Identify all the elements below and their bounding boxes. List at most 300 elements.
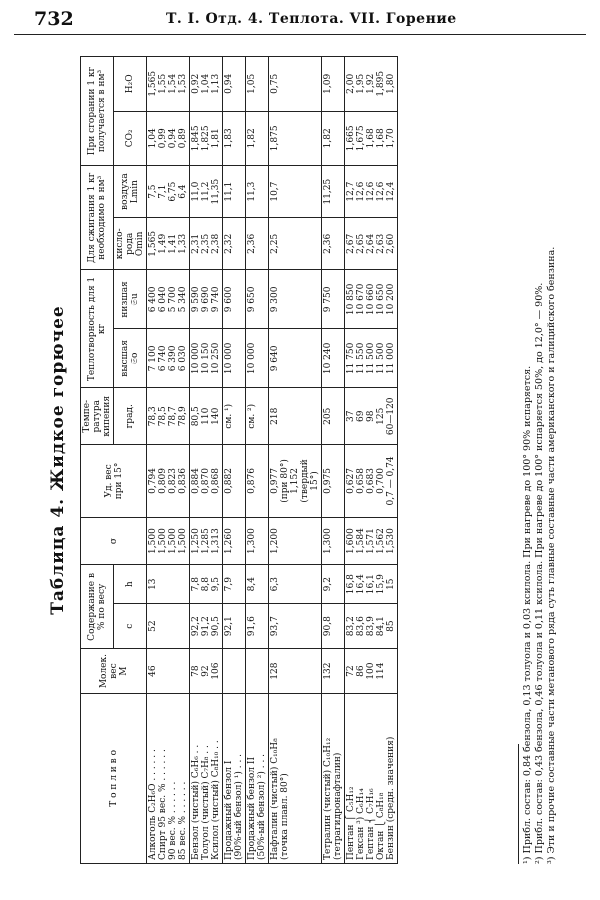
cell-line: 6 040 — [158, 286, 168, 313]
col-mol-header: Молек. вес M — [81, 649, 147, 693]
cell-line: 11,3 — [247, 181, 257, 202]
cell-line: 1,571 — [366, 528, 376, 554]
cell-density — [345, 445, 398, 518]
cell-omin — [322, 218, 345, 270]
cell-line: 1,82 — [323, 128, 333, 149]
footnote-rule — [518, 744, 519, 864]
cell-line: 2,63 — [376, 233, 386, 254]
cell-line: 110 — [201, 407, 211, 425]
cell-line: 11 550 — [356, 342, 366, 375]
cell-line: 1,49 — [158, 233, 168, 254]
cell-line: 10 850 — [346, 283, 356, 316]
cell-line: 12,6 — [366, 181, 376, 202]
cell-h2o — [345, 57, 398, 112]
cell-line: Тетралин (чистый) C₁₀H₁₂ — [323, 737, 333, 860]
cell-line: 2,38 — [211, 233, 221, 254]
cell-line: 2,65 — [356, 233, 366, 254]
cell-density — [190, 445, 223, 518]
cell-line: 15°) — [310, 471, 320, 491]
cell-line: 1,33 — [178, 233, 188, 254]
cell-low — [190, 270, 223, 329]
cell-line: 1,83 — [224, 128, 234, 149]
cell-line: 140 — [211, 407, 221, 425]
cell-co2 — [345, 111, 398, 165]
cell-line: 2,36 — [247, 233, 257, 254]
cell-low — [147, 270, 190, 329]
cell-c — [246, 603, 269, 648]
cell-line: 9 650 — [247, 286, 257, 313]
cell-line: 6 740 — [158, 345, 168, 372]
cell-line: 1,562 — [376, 528, 386, 554]
cell-line: 8,4 — [247, 577, 257, 592]
cell-boil — [147, 388, 190, 445]
table-row — [147, 57, 190, 864]
cell-line: 7,9 — [224, 577, 234, 592]
cell-line: 1,675 — [356, 125, 366, 152]
cell-line: 78,5 — [158, 406, 168, 427]
cell-line: 85 вес. % . . . . . . — [178, 781, 188, 860]
cell-lmin — [190, 166, 223, 218]
cell-lmin — [269, 166, 322, 218]
col-oxygen-header: кисло-рода Omin — [114, 218, 147, 270]
cell-line: 1,300 — [323, 528, 333, 554]
cell-line: 37 — [346, 410, 356, 422]
cell-mol — [246, 649, 269, 693]
cell-line: 11,25 — [323, 178, 333, 205]
cell-lmin — [246, 166, 269, 218]
cell-line: 1,875 — [270, 125, 280, 152]
cell-line: 10 000 — [191, 342, 201, 375]
cell-fuel — [147, 693, 190, 863]
cell-line: 1,81 — [211, 128, 221, 149]
cell-co2 — [246, 111, 269, 165]
cell-high — [345, 329, 398, 388]
cell-line: Алкоголь C₂H₆O . . . . . . — [148, 749, 158, 860]
cell-line: 1,92 — [366, 73, 376, 94]
cell-line: 78,7 — [168, 406, 178, 427]
cell-line: 90,5 — [211, 616, 221, 637]
cell-line: 2,67 — [346, 233, 356, 254]
cell-line: Гептан ⎨ C₇H₁₆ — [366, 788, 376, 860]
cell-line: 1,665 — [346, 125, 356, 152]
cell-line: 0,99 — [158, 128, 168, 149]
cell-high — [269, 329, 322, 388]
cell-lmin — [322, 166, 345, 218]
cell-line: 1,313 — [211, 528, 221, 554]
cell-line: 1,260 — [224, 528, 234, 554]
col-products-header: При сгорании 1 кг получается в нм³ — [81, 57, 114, 166]
cell-co2 — [223, 111, 246, 165]
cell-line: 1,54 — [168, 73, 178, 94]
cell-line: 11,35 — [211, 178, 221, 205]
cell-mol — [190, 649, 223, 693]
cell-density — [223, 445, 246, 518]
cell-boil — [345, 388, 398, 445]
cell-line: 1,600 — [346, 528, 356, 554]
cell-line: 9 750 — [323, 286, 333, 313]
cell-line: 9,5 — [211, 577, 221, 592]
cell-h — [190, 565, 223, 604]
cell-line: Октан ⎩ C₈H₁₈ — [376, 792, 386, 860]
cell-line: 83,6 — [356, 616, 366, 637]
col-h2o-header: H₂O — [114, 57, 147, 112]
cell-line: 6,75 — [168, 181, 178, 202]
cell-line: 0,882 — [224, 468, 234, 494]
cell-line: 10 250 — [211, 342, 221, 375]
cell-line: 2,32 — [224, 233, 234, 254]
cell-line: 1,825 — [201, 125, 211, 152]
cell-sigma — [345, 517, 398, 565]
cell-line: 0,870 — [201, 468, 211, 494]
cell-line: 0,94 — [168, 128, 178, 149]
cell-line: 0,92 — [191, 73, 201, 94]
cell-line: 1,68 — [366, 128, 376, 149]
cell-h2o — [190, 57, 223, 112]
cell-line: 1,95 — [356, 73, 366, 94]
cell-line: Ксилол (чистый) C₈H₁₀ . . — [211, 740, 221, 860]
cell-h — [269, 565, 322, 604]
cell-line: 205 — [323, 407, 333, 425]
cell-line: 10 000 — [247, 342, 257, 375]
cell-line: 7,5 — [148, 184, 158, 199]
cell-line: 2,64 — [366, 233, 376, 254]
col-h-header: h — [114, 565, 147, 604]
cell-sigma — [246, 517, 269, 565]
cell-line: Спирт 95 вес. % . . . . . . — [158, 749, 168, 860]
running-title: Т. I. Отд. 4. Теплота. VII. Горение — [166, 11, 457, 27]
cell-line: 8,8 — [201, 577, 211, 592]
cell-line: 7 100 — [148, 345, 158, 372]
cell-omin — [190, 218, 223, 270]
rotated-table-block — [48, 50, 578, 870]
col-content-header: Содержание в % по весу — [81, 565, 114, 649]
cell-high — [322, 329, 345, 388]
cell-line: 52 — [148, 620, 158, 632]
cell-line: 11 750 — [346, 342, 356, 375]
cell-line: 1,41 — [168, 233, 178, 254]
cell-boil — [246, 388, 269, 445]
table-row — [190, 57, 223, 864]
cell-c — [345, 603, 398, 648]
cell-line: см. ²) — [247, 403, 257, 429]
cell-line: 114 — [376, 662, 386, 680]
cell-line: 10 660 — [366, 283, 376, 316]
cell-low — [345, 270, 398, 329]
cell-line: 1,70 — [386, 128, 396, 149]
cell-h — [147, 565, 190, 604]
cell-line: 0,794 — [148, 468, 158, 494]
cell-line: 1,500 — [168, 528, 178, 554]
cell-omin — [246, 218, 269, 270]
cell-low — [223, 270, 246, 329]
cell-line: 6,4 — [178, 184, 188, 199]
cell-fuel — [190, 693, 223, 863]
cell-line: 0,658 — [356, 468, 366, 494]
cell-line: 9 640 — [270, 345, 280, 372]
cell-line: 1,500 — [178, 528, 188, 554]
cell-boil — [269, 388, 322, 445]
cell-line: 12,4 — [386, 181, 396, 202]
cell-fuel — [223, 693, 246, 863]
cell-line: 83,2 — [346, 616, 356, 637]
cell-line: 218 — [270, 407, 280, 425]
cell-line: 0,627 — [346, 468, 356, 494]
cell-line: 6 030 — [178, 345, 188, 372]
cell-line: (90%-ый бензол) ¹) . . . — [234, 753, 244, 860]
cell-low — [269, 270, 322, 329]
cell-line: 6,3 — [270, 577, 280, 592]
cell-line: 78 — [191, 665, 201, 677]
cell-line: 9 690 — [201, 286, 211, 313]
col-boiling-header: Темпе-ратура кипения — [81, 388, 114, 445]
cell-low — [322, 270, 345, 329]
footnote-3: ³) Эти и прочие составные части метанового ряда суть главные составные части американского и галицийского бензина. — [546, 246, 557, 864]
cell-co2 — [147, 111, 190, 165]
cell-boil — [223, 388, 246, 445]
cell-line: 9 600 — [224, 286, 234, 313]
cell-density — [269, 445, 322, 518]
cell-line: 1,565 — [148, 230, 158, 257]
table-caption: Таблица 4. Жидкое горючее — [48, 305, 68, 615]
cell-line: Бензин (средн. значения) — [386, 736, 396, 860]
cell-line: 1,300 — [247, 528, 257, 554]
cell-density — [246, 445, 269, 518]
cell-line: 98 — [366, 410, 376, 422]
cell-line: 16,1 — [366, 574, 376, 595]
cell-line: 72 — [346, 665, 356, 677]
cell-c — [269, 603, 322, 648]
footnote-2: ²) Прибл. состав: 0,43 бензола, 0,46 толуола и 0,11 ксилола. При нагреве до 100° испаряется 50%, до 12,0° — 90%. — [534, 282, 545, 864]
cell-line: 7,8 — [191, 577, 201, 592]
cell-line: 12,6 — [376, 181, 386, 202]
cell-sigma — [322, 517, 345, 565]
cell-line: Толуол (чистый) C₇H₈ . . — [201, 745, 211, 860]
cell-line: 2,31 — [191, 233, 201, 254]
cell-line: 10 150 — [201, 342, 211, 375]
cell-line: 1,250 — [191, 528, 201, 554]
cell-c — [223, 603, 246, 648]
cell-line: 132 — [323, 662, 333, 680]
col-sigma-header: σ — [81, 517, 147, 565]
cell-line: 0,977 — [270, 468, 280, 494]
cell-line: 1,04 — [201, 73, 211, 94]
cell-line: 100 — [366, 662, 376, 680]
col-heat-low-header: низшая 𝔖u — [114, 270, 147, 329]
cell-line: 1,53 — [178, 73, 188, 94]
cell-line: 1,05 — [247, 73, 257, 94]
col-air-header: воздуха Lmin — [114, 166, 147, 218]
cell-line: 11 500 — [366, 342, 376, 375]
table-row — [322, 57, 345, 864]
cell-h — [345, 565, 398, 604]
cell-high — [190, 329, 223, 388]
cell-lmin — [223, 166, 246, 218]
cell-density — [147, 445, 190, 518]
cell-sigma — [269, 517, 322, 565]
cell-line: 6 400 — [148, 286, 158, 313]
cell-line: (твердый — [300, 459, 310, 503]
cell-line: 128 — [270, 662, 280, 680]
cell-line: 1,68 — [376, 128, 386, 149]
cell-h2o — [246, 57, 269, 112]
cell-line: 11,0 — [191, 181, 201, 202]
cell-line: 83,9 — [366, 616, 376, 637]
table-row — [246, 57, 269, 864]
cell-line: 15,9 — [376, 574, 386, 595]
cell-line: 10 650 — [376, 283, 386, 316]
col-heat-high-header: высшая 𝔖o — [114, 329, 147, 388]
cell-line: 10 670 — [356, 283, 366, 316]
cell-line: 90,8 — [323, 616, 333, 637]
fuel-table — [80, 56, 398, 864]
cell-line: 0,75 — [270, 73, 280, 94]
cell-line: 5 340 — [178, 286, 188, 313]
cell-line: 10 200 — [386, 283, 396, 316]
cell-line: 106 — [211, 662, 221, 680]
cell-line: 91,6 — [247, 616, 257, 637]
cell-line: 11 500 — [376, 342, 386, 375]
cell-line: 0,700 — [376, 468, 386, 494]
cell-fuel — [269, 693, 322, 863]
cell-h — [246, 565, 269, 604]
cell-line: Бензол (чистый) C₆H₆ . . — [191, 744, 201, 860]
header-rule — [14, 34, 586, 35]
cell-line: 0,823 — [168, 468, 178, 494]
cell-mol — [223, 649, 246, 693]
cell-line: (точка плавл. 80°) — [280, 773, 290, 860]
cell-line: 6 390 — [168, 345, 178, 372]
cell-line: (50%-ый бензол) ²) . . . — [257, 753, 267, 860]
cell-line: см. ¹) — [224, 403, 234, 429]
cell-line: 92,1 — [224, 616, 234, 637]
cell-line: 1,584 — [356, 528, 366, 554]
cell-mol — [322, 649, 345, 693]
cell-line: 1,530 — [386, 528, 396, 554]
cell-line: 9,2 — [323, 577, 333, 592]
col-co2-header: CO₂ — [114, 111, 147, 165]
cell-lmin — [147, 166, 190, 218]
cell-line: 0,7 — 0,74 — [386, 456, 396, 506]
cell-c — [147, 603, 190, 648]
cell-sigma — [147, 517, 190, 565]
cell-c — [190, 603, 223, 648]
cell-line: 91,2 — [201, 616, 211, 637]
cell-line: 1,565 — [148, 70, 158, 97]
cell-line: 1,895 — [376, 70, 386, 97]
col-burn-header: Для сжигания 1 кг необходимо в нм³ — [81, 166, 114, 270]
cell-line: 0,683 — [366, 468, 376, 494]
col-density-header: Уд. вес при 15° — [81, 445, 147, 518]
cell-line: 92 — [201, 665, 211, 677]
col-boiling-unit: град. — [114, 388, 147, 445]
footnotes — [518, 56, 558, 864]
cell-line: 1,845 — [191, 125, 201, 152]
cell-line: 1,04 — [148, 128, 158, 149]
cell-line: 1,500 — [148, 528, 158, 554]
cell-line: Продажный бензол II — [247, 757, 257, 860]
cell-line: (тетрагидронафталин) — [333, 752, 343, 860]
cell-line: 16,4 — [356, 574, 366, 595]
cell-h2o — [322, 57, 345, 112]
cell-high — [246, 329, 269, 388]
cell-line: 2,35 — [201, 233, 211, 254]
cell-line: 10 240 — [323, 342, 333, 375]
col-heat-header: Теплотворность для 1 кг — [81, 270, 114, 388]
page-number: 732 — [34, 8, 74, 30]
cell-line: 0,868 — [211, 468, 221, 494]
cell-line: 1,200 — [270, 528, 280, 554]
cell-lmin — [345, 166, 398, 218]
cell-high — [223, 329, 246, 388]
col-c-header: c — [114, 603, 147, 648]
cell-sigma — [190, 517, 223, 565]
cell-line: 2,36 — [323, 233, 333, 254]
cell-line: 1,285 — [201, 528, 211, 554]
cell-line: 86 — [356, 665, 366, 677]
cell-line: (при 80°) — [280, 459, 290, 503]
cell-line: Продажный бензол I — [224, 760, 234, 860]
cell-h — [322, 565, 345, 604]
cell-line: 2,60 — [386, 233, 396, 254]
cell-omin — [269, 218, 322, 270]
cell-line: 12,6 — [356, 181, 366, 202]
cell-line: Нафталин (чистый) C₁₀H₈ — [270, 738, 280, 860]
table-row — [269, 57, 322, 864]
cell-omin — [223, 218, 246, 270]
cell-line: 93,7 — [270, 616, 280, 637]
cell-mol — [147, 649, 190, 693]
cell-line: 7,1 — [158, 184, 168, 199]
cell-fuel — [246, 693, 269, 863]
cell-line: Пентан ⎧ C₅H₁₂ — [346, 786, 356, 860]
cell-line: 10,7 — [270, 181, 280, 202]
page-header — [14, 8, 586, 34]
cell-line: 9 300 — [270, 286, 280, 313]
cell-line: 125 — [376, 407, 386, 425]
footnote-1: ¹) Прибл. состав: 0,84 бензола, 0,13 толуола и 0,03 ксилола. При нагреве до 100° 90% испаряется. — [522, 365, 533, 864]
cell-co2 — [190, 111, 223, 165]
cell-line: 11,2 — [201, 181, 211, 202]
cell-h2o — [223, 57, 246, 112]
cell-boil — [322, 388, 345, 445]
cell-line: 16,8 — [346, 574, 356, 595]
cell-co2 — [322, 111, 345, 165]
col-fuel-header: Т о п л и в о — [81, 693, 147, 863]
cell-fuel — [345, 693, 398, 863]
cell-mol — [269, 649, 322, 693]
cell-h2o — [269, 57, 322, 112]
cell-line: 1,80 — [386, 73, 396, 94]
cell-co2 — [269, 111, 322, 165]
cell-line: 1,13 — [211, 73, 221, 94]
cell-line: 2,25 — [270, 233, 280, 254]
cell-line: 46 — [148, 665, 158, 677]
cell-high — [147, 329, 190, 388]
cell-omin — [147, 218, 190, 270]
cell-boil — [190, 388, 223, 445]
cell-mol — [345, 649, 398, 693]
cell-line: 1,09 — [323, 73, 333, 94]
cell-line: 80,5 — [191, 406, 201, 427]
cell-line: 78,9 — [178, 406, 188, 427]
cell-density — [322, 445, 345, 518]
cell-line: 60—120 — [386, 397, 396, 436]
cell-line: 85 — [386, 620, 396, 632]
cell-line: 11,1 — [224, 181, 234, 202]
cell-line: 1,82 — [247, 128, 257, 149]
cell-line: 90 вес. % . . . . . . — [168, 781, 178, 860]
cell-line: 84,1 — [376, 616, 386, 637]
